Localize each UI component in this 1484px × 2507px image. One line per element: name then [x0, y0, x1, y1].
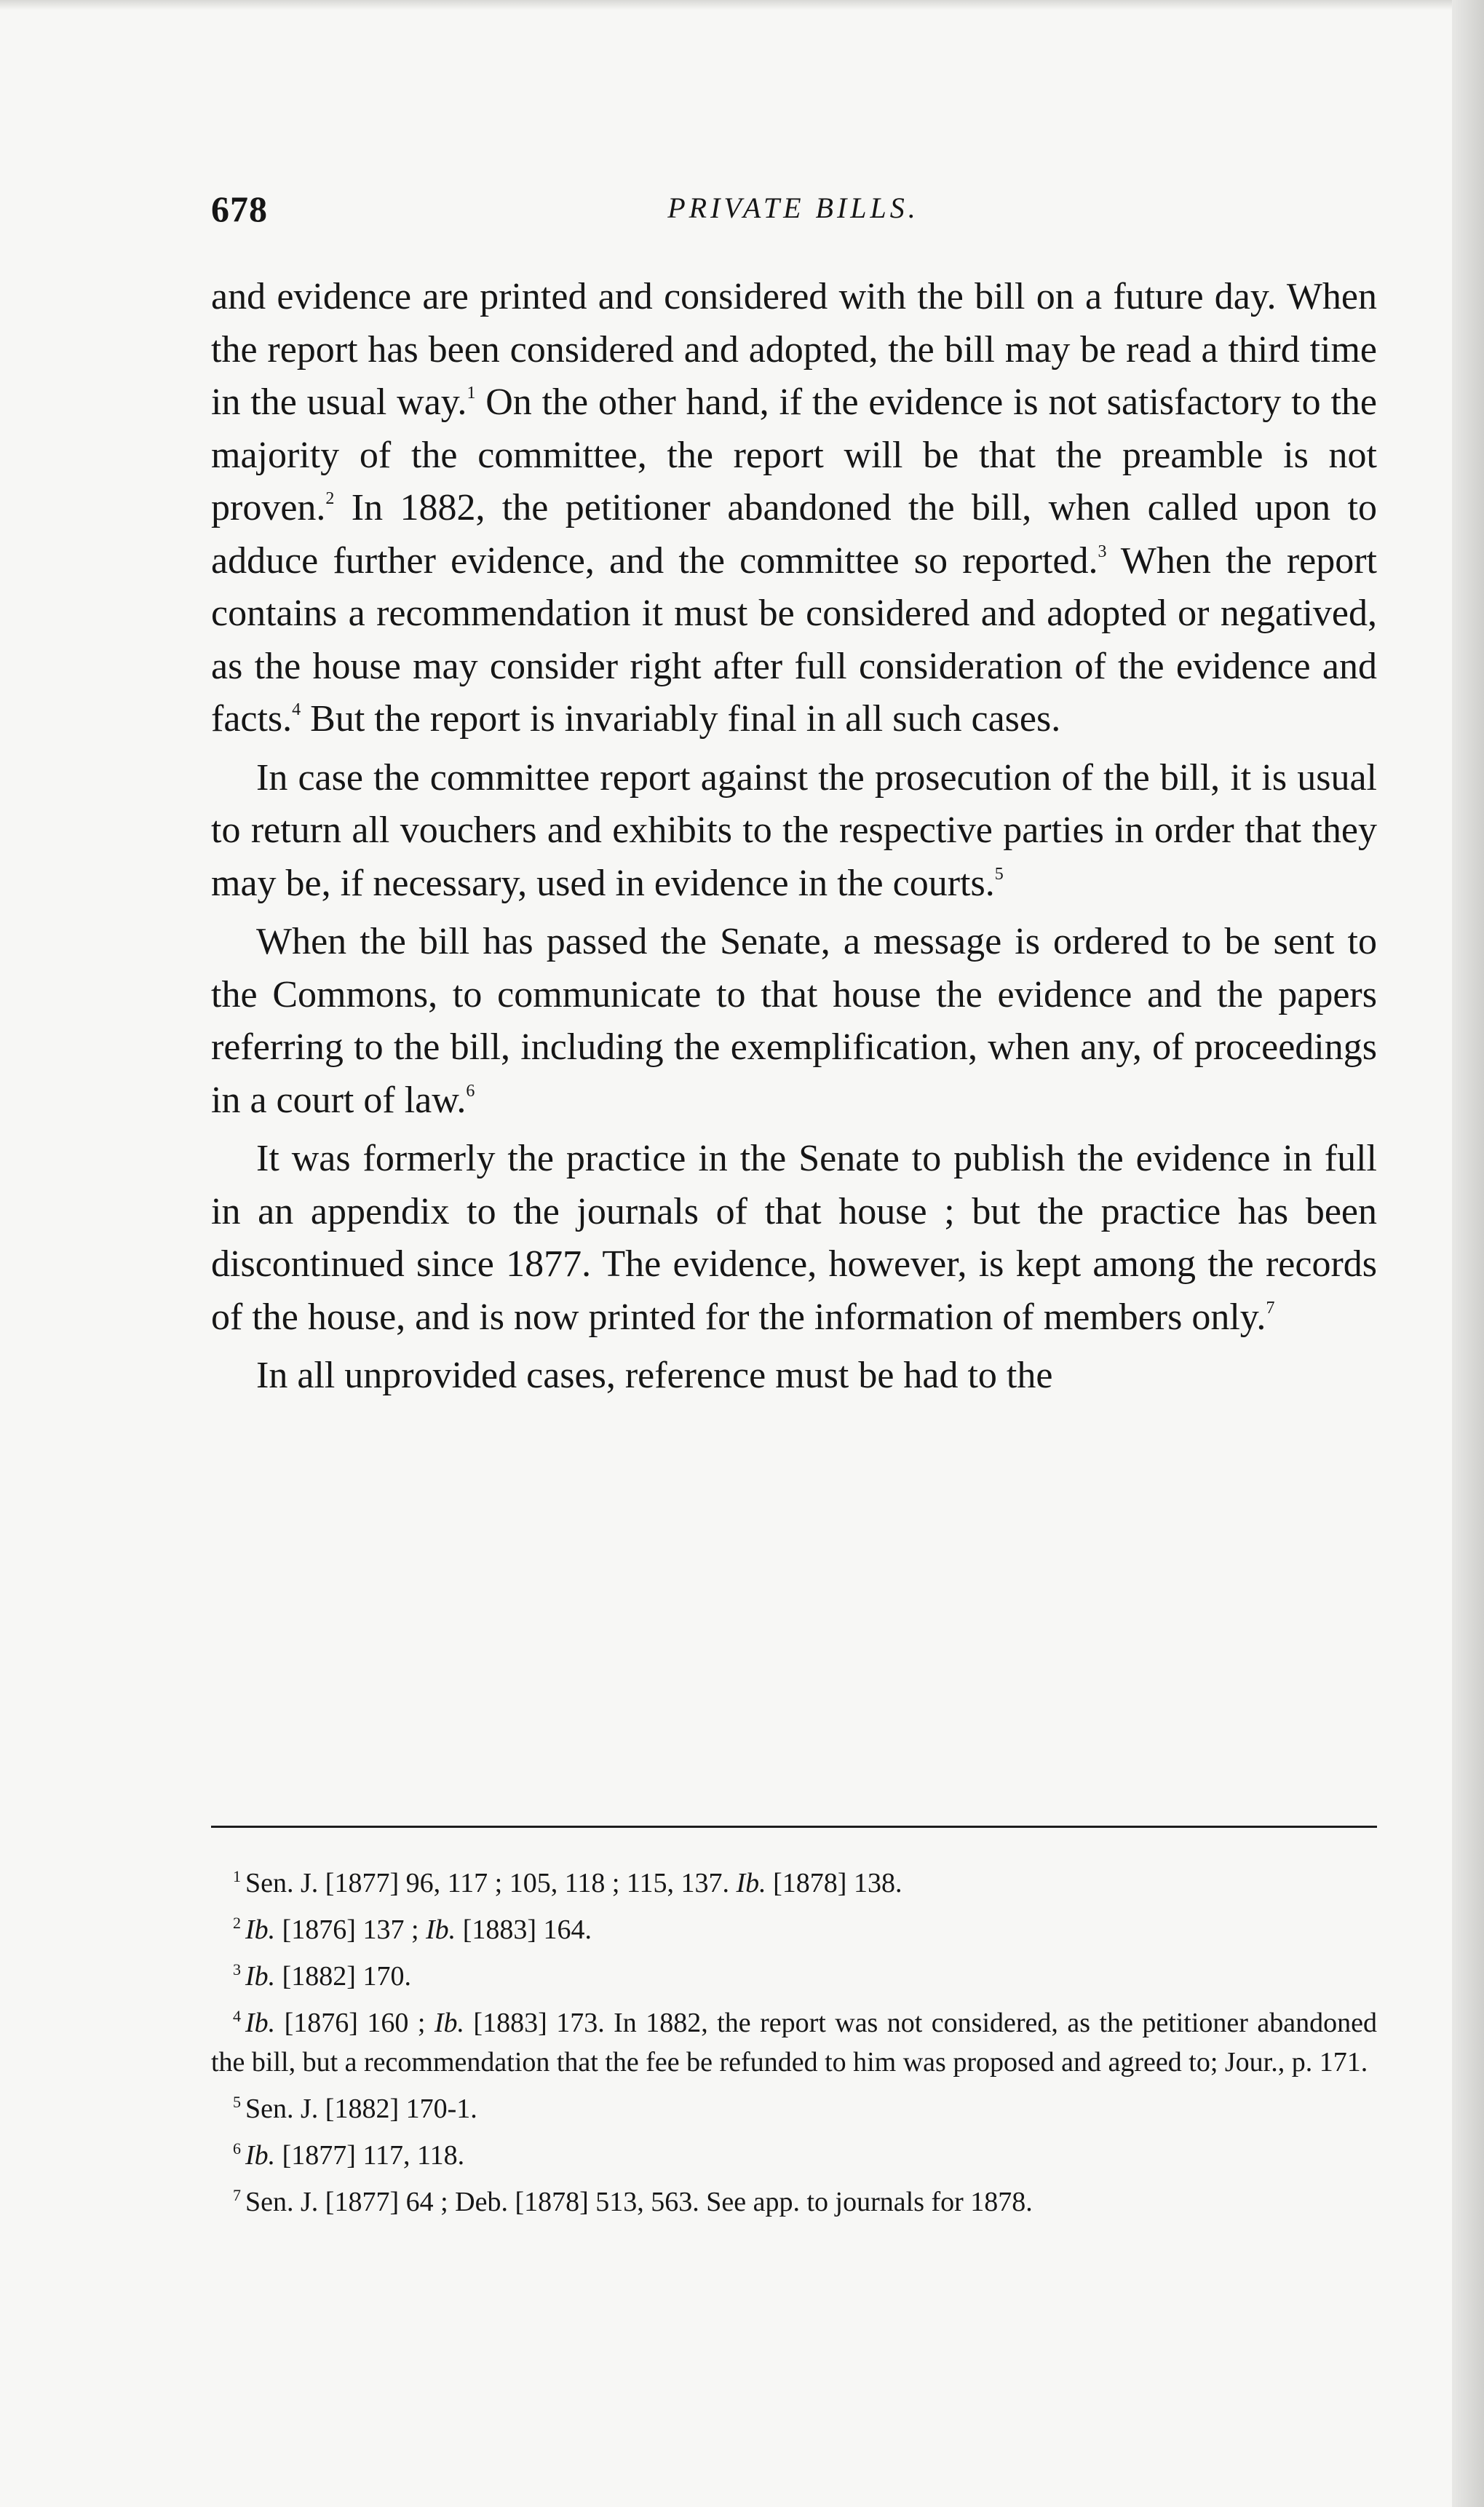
footnotes [211, 1864, 1377, 2229]
footnote-text: [1883] 173. In 1882, the report was not considered, as the petitioner abandoned the bill, but a recommendation that the fee be refunded to him was proposed and agreed to; Jour., p. 171. [211, 2008, 1377, 2078]
footnote-marker: 7 [233, 2186, 241, 2204]
footnote-ibid: Ib. [736, 1868, 766, 1898]
paragraph-3 [211, 916, 1377, 1127]
footnote-ibid: Ib. [245, 1914, 276, 1945]
footnote-ibid: Ib. [426, 1914, 456, 1945]
scan-top-edge [0, 0, 1484, 10]
paragraph-5 [211, 1350, 1377, 1403]
p5-text: In all unprovided cases, reference must be had to the [256, 1355, 1053, 1396]
footnote-ibid: Ib. [245, 2008, 276, 2038]
footnote-ibid: Ib. [434, 2008, 464, 2038]
footnote-3 [211, 1957, 1377, 1996]
footnote-marker: 4 [233, 2007, 241, 2025]
footnote-text: [1878] 138. [766, 1868, 902, 1898]
footnote-ref-4[interactable]: 4 [292, 700, 301, 719]
p2-text: In case the committee report against the prosecution of the bill, it is usual to return all vouchers and exhibits to the respective parties in order that they may be, if necessary, used in evidence in the courts. [211, 756, 1377, 904]
footnote-ref-3[interactable]: 3 [1098, 542, 1107, 561]
p1-sentence-3: In 1882, the petitioner abandoned the bill, when called upon to adduce further evidence, and the committee so reported. [211, 487, 1377, 582]
footnote-2 [211, 1910, 1377, 1949]
page-number: 678 [211, 189, 268, 229]
footnote-1 [211, 1864, 1377, 1903]
paragraph-4 [211, 1133, 1377, 1344]
footnote-ref-2[interactable]: 2 [325, 489, 335, 508]
p1-sentence-4: When the report contains a recommendation it must be considered and adopted or negatived, as the house may consider right after full consideration of the evidence and facts. [211, 539, 1377, 740]
footnote-marker: 5 [233, 2093, 241, 2111]
footnote-4 [211, 2003, 1377, 2082]
page-header [211, 188, 1376, 239]
footnote-text: Sen. J. [1882] 170-1. [245, 2094, 477, 2124]
p3-text: When the bill has passed the Senate, a message is ordered to be sent to the Commons, to communicate to that house the evidence and the papers referring to the bill, including the exemplification, when any, of proceedings in a court of law. [211, 921, 1377, 1121]
paragraph-1 [211, 271, 1377, 746]
footnote-marker: 3 [233, 1960, 241, 1979]
p1-sentence-5: But the report is invariably final in all such cases. [301, 698, 1061, 740]
footnote-text: [1876] 137 ; [275, 1914, 426, 1945]
footnote-ref-5[interactable]: 5 [994, 864, 1004, 884]
footnote-ibid: Ib. [245, 2140, 276, 2171]
footnote-marker: 2 [233, 1914, 241, 1932]
paragraph-2 [211, 752, 1377, 911]
footnote-ref-7[interactable]: 7 [1266, 1298, 1275, 1318]
p4-text: It was formerly the practice in the Senate to publish the evidence in full in an appendix to the journals of that house ; but the practice has been discontinued since 1877. The evidence, however, is kept among the records of the house, and is now printed for the information of members only. [211, 1138, 1377, 1338]
scan-right-edge [1452, 0, 1484, 2507]
p1-sentence-2: On the other hand, if the evidence is not satisfactory to the majority of the committee, the report will be that the preamble is not proven. [211, 381, 1378, 528]
footnote-text: [1883] 164. [456, 1914, 592, 1945]
footnote-marker: 6 [233, 2139, 241, 2158]
body-text [211, 271, 1377, 1403]
running-head: PRIVATE BILLS. [667, 191, 919, 224]
footnote-text: Sen. J. [1877] 96, 117 ; 105, 118 ; 115, 137. [245, 1868, 737, 1898]
footnote-text: [1882] 170. [275, 1961, 411, 1992]
footnote-6 [211, 2136, 1377, 2175]
footnote-text: [1876] 160 ; [275, 2008, 435, 2038]
footnote-7 [211, 2182, 1377, 2222]
footnote-ref-1[interactable]: 1 [467, 384, 476, 403]
p1-sentence-1: and evidence are printed and considered with the bill on a future day. When the report has been considered and adopted, the bill may be read a third time in the usual way. [211, 276, 1377, 423]
footnote-ref-6[interactable]: 6 [466, 1081, 475, 1101]
footnote-marker: 1 [233, 1867, 241, 1885]
footnote-5 [211, 2089, 1377, 2128]
footnote-text: [1877] 117, 118. [275, 2140, 465, 2171]
footnote-text: Sen. J. [1877] 64 ; Deb. [1878] 513, 563. See app. to journals for 1878. [245, 2187, 1033, 2217]
footnote-ibid: Ib. [245, 1961, 276, 1992]
footnote-divider [211, 1826, 1377, 1828]
